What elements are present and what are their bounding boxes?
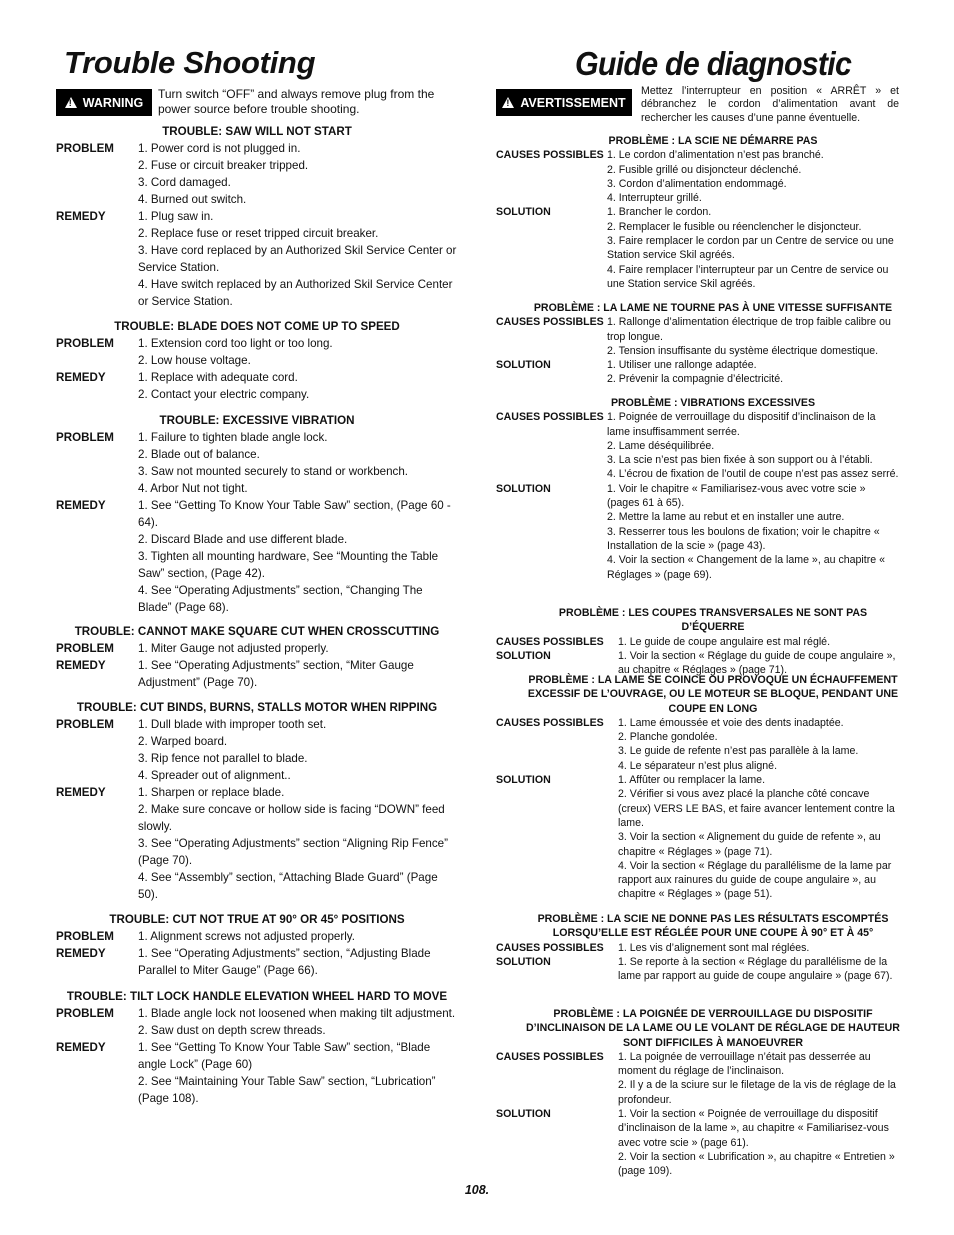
section-row (496, 205, 900, 291)
list-item: 3. Resserrer tous les boulons de fixation; voir le chapitre « Installation de la scie » (page 43). (607, 525, 880, 552)
list-item: 2. Lame déséquilibrée. (607, 439, 715, 452)
list-item: 2. Remplacer le fusible ou réenclencher le disjoncteur. (607, 220, 862, 233)
trouble-section (56, 699, 458, 903)
section-title: PROBLÈME : LA POIGNÉE DE VERROUILLAGE DU DISPOSITIF D’INCLINAISON DE LA LAME OU LE VOLANT DE RÉGLAGE DE HAUTEUR SONT DIFFICILES À MANOEUVRER (526, 1008, 900, 1049)
list-item: 2. Vérifier si vous avez placé la planche côté concave (creux) VERS LE BAS, et faire avancer lentement contre la lame. (618, 788, 895, 829)
list-item: 3. Voir la section « Alignement du guide de refente », au chapitre « Réglages » (page 71). (618, 831, 881, 858)
list-item: 1. Rallonge d’alimentation électrique de trop faible calibre ou trop longue. (607, 316, 891, 343)
section-row (496, 358, 900, 387)
row-label: REMEDY (56, 499, 106, 512)
row-items (607, 358, 900, 387)
row-label: PROBLEM (56, 642, 114, 655)
section-row (56, 640, 458, 657)
trouble-section (496, 396, 900, 582)
list-item: 1. Alignment screws not adjusted properly. (138, 930, 355, 943)
trouble-section (496, 912, 900, 983)
row-label: CAUSES POSSIBLES (496, 941, 604, 954)
warning-text: Turn switch “OFF” and always remove plug from the power source before trouble shooting. (158, 87, 435, 116)
list-item: 1. Brancher le cordon. (607, 206, 712, 219)
list-item: 3. Le guide de refente n’est pas parallèle à la lame. (618, 745, 859, 758)
row-items (607, 148, 900, 205)
section-row (56, 1005, 458, 1039)
row-label: CAUSES POSSIBLES (496, 411, 604, 424)
list-item: 2. Replace fuse or reset tripped circuit breaker. (138, 227, 379, 240)
row-items (618, 773, 900, 902)
row-label: PROBLEM (56, 930, 114, 943)
section-row (56, 945, 458, 979)
trouble-section (56, 911, 458, 979)
section-row (496, 482, 900, 582)
list-item: 1. Voir le chapitre « Familiarisez-vous avec votre scie » (pages 61 à 65). (607, 482, 866, 510)
section-row (56, 335, 458, 369)
row-items (138, 497, 458, 616)
list-item: 2. See “Maintaining Your Table Saw” section, “Lubrication” (Page 108). (138, 1075, 436, 1105)
list-item: 2. Mettre la lame au rebut et en installer une autre. (607, 511, 845, 524)
row-label: SOLUTION (496, 482, 551, 495)
row-items (138, 928, 458, 945)
list-item: 1. See “Operating Adjustments” section, “Miter Gauge Adjustment” (Page 70). (138, 659, 414, 689)
trouble-section (56, 412, 458, 616)
list-item: 3. Have cord replaced by an Authorized Skil Service Center or Service Station. (138, 244, 457, 274)
list-item: 1. Extension cord too light or too long. (138, 337, 333, 350)
row-items (138, 640, 458, 657)
section-title: TROUBLE: BLADE DOES NOT COME UP TO SPEED (114, 320, 400, 333)
section-title: TROUBLE: CUT NOT TRUE AT 90° OR 45° POSITIONS (109, 913, 405, 926)
list-item: 4. See “Assembly” section, “Attaching Blade Guard” (Page 50). (138, 871, 438, 901)
row-label: PROBLEM (56, 142, 114, 155)
list-item: 4. Voir la section « Changement de la lame », au chapitre « Réglages » (page 69). (607, 554, 885, 581)
list-item: 1. Miter Gauge not adjusted properly. (138, 642, 329, 655)
list-item: 4. Spreader out of alignment.. (138, 769, 291, 782)
row-label: CAUSES POSSIBLES (496, 635, 604, 648)
section-row (496, 148, 900, 205)
list-item: 2. Il y a de la sciure sur le filetage de la vis de réglage de la profondeur. (618, 1079, 896, 1106)
section-row (56, 140, 458, 208)
section-row (56, 208, 458, 310)
list-item: 1. Failure to tighten blade angle lock. (138, 431, 328, 444)
row-items (618, 1050, 900, 1107)
section-row (496, 955, 900, 984)
section-title: TROUBLE: CANNOT MAKE SQUARE CUT WHEN CROSSCUTTING (74, 625, 440, 638)
section-row (496, 410, 900, 481)
section-row (56, 369, 458, 403)
list-item: 1. Voir la section « Poignée de verrouillage du dispositif d’inclinaison de la lame », au chapitre « Familiarisez-vous avec votre scie » (page 61). (618, 1108, 889, 1149)
section-title: PROBLÈME : LA SCIE NE DÉMARRE PAS (608, 135, 818, 147)
list-item: 4. Voir la section « Réglage du parallélisme de la lame par rapport aux rainures du guide de coupe angulaire », au chapitre « Réglages » (page 51). (618, 859, 892, 901)
list-item: 1. See “Operating Adjustments” section, “Adjusting Blade Parallel to Miter Gauge” (Page 66). (138, 947, 431, 977)
list-item: 1. Affûter ou remplacer la lame. (618, 774, 766, 787)
row-label: SOLUTION (496, 774, 551, 787)
row-label: CAUSES POSSIBLES (496, 316, 604, 329)
row-label: CAUSES POSSIBLES (496, 149, 604, 162)
row-items (138, 1039, 458, 1107)
row-items (138, 429, 458, 497)
list-item: 1. Utiliser une rallonge adaptée. (607, 359, 757, 372)
section-row (496, 716, 900, 773)
row-label: SOLUTION (496, 206, 551, 219)
list-item: 3. La scie n’est pas bien fixée à son support ou à l’établi. (607, 454, 873, 467)
row-label: REMEDY (56, 210, 106, 223)
list-item: 4. See “Operating Adjustments” section, “Changing The Blade” (Page 68). (138, 584, 423, 614)
row-items (607, 482, 900, 582)
trouble-section (56, 123, 458, 310)
section-title: TROUBLE: EXCESSIVE VIBRATION (159, 414, 355, 427)
warning-icon (65, 97, 77, 108)
list-item: 2. Blade out of balance. (138, 448, 260, 461)
list-item: 4. Arbor Nut not tight. (138, 482, 248, 495)
row-items (138, 716, 458, 784)
list-item: 1. Dull blade with improper tooth set. (138, 718, 327, 731)
section-title: TROUBLE: SAW WILL NOT START (162, 125, 352, 138)
list-item: 1. Replace with adequate cord. (138, 371, 298, 384)
section-row (496, 635, 900, 649)
row-items (607, 205, 900, 291)
section-title: PROBLÈME : LA SCIE NE DONNE PAS LES RÉSULTATS ESCOMPTÉS LORSQU’ELLE EST RÉGLÉE POUR UNE COUPE À 90° ET À 45° (537, 913, 889, 940)
list-item: 1. Se reporte à la section « Réglage du parallélisme de la lame par rapport au guide de coupe angulaire » (page 67). (618, 955, 893, 983)
list-item: 1. Blade angle lock not loosened when making tilt adjustment. (138, 1007, 456, 1020)
list-item: 3. Cord damaged. (138, 176, 231, 189)
list-item: 4. Have switch replaced by an Authorized Skil Service Center or Service Station. (138, 278, 453, 308)
trouble-section (496, 134, 900, 291)
section-row (56, 1039, 458, 1107)
avertissement-text: Mettez l’interrupteur en position « ARRÊT » et débranchez le cordon d’alimentation avant de rechercher les causes d’une panne éventuelle. (641, 85, 899, 124)
warning-label: WARNING (82, 95, 144, 110)
list-item: 3. Cordon d’alimentation endommagé. (607, 177, 787, 190)
section-row (496, 1107, 900, 1178)
avertissement-label: AVERTISSEMENT (520, 95, 626, 110)
list-item: 2. Low house voltage. (138, 354, 251, 367)
list-item: 4. Interrupteur grillé. (607, 192, 702, 205)
list-item: 1. See “Getting To Know Your Table Saw” section, (Page 60 - 64). (138, 499, 451, 529)
list-item: 2. Contact your electric company. (138, 388, 310, 401)
list-item: 4. Le séparateur n’est plus aligné. (618, 759, 778, 772)
trouble-section (496, 301, 900, 387)
section-row (56, 784, 458, 903)
list-item: 1. Sharpen or replace blade. (138, 786, 285, 799)
section-row (496, 315, 900, 358)
list-item: 2. Prévenir la compagnie d’électricité. (607, 373, 784, 386)
row-label: REMEDY (56, 659, 106, 672)
list-item: 1. La poignée de verrouillage n’était pas desserrée au moment du réglage de l’inclinaison. (618, 1050, 871, 1078)
section-title: PROBLÈME : LES COUPES TRANSVERSALES NE SONT PAS D’ÉQUERRE (558, 607, 868, 634)
row-items (618, 635, 900, 649)
row-items (138, 208, 458, 310)
list-item: 3. Faire remplacer le cordon par un Centre de service ou une Station service Skil agréés. (607, 235, 894, 262)
section-title: TROUBLE: CUT BINDS, BURNS, STALLS MOTOR WHEN RIPPING (76, 701, 438, 714)
list-item: 1. Voir la section « Réglage du guide de coupe angulaire », au chapitre « Réglages » (page 71). (618, 649, 896, 677)
section-row (496, 1050, 900, 1107)
list-item: 2. Planche gondolée. (618, 731, 718, 744)
row-items (138, 369, 458, 403)
row-label: PROBLEM (56, 431, 114, 444)
row-label: PROBLEM (56, 1007, 114, 1020)
list-item: 3. Tighten all mounting hardware, See “Mounting the Table Saw” section, (Page 42). (138, 550, 439, 580)
row-items (138, 140, 458, 208)
trouble-section (496, 1007, 900, 1179)
section-title: PROBLÈME : LA LAME SE COINCE OU PROVOQUE UN ÉCHAUFFEMENT EXCESSIF DE L’OUVRAGE, OU LE MOTEUR SE BLOQUE, PENDANT UNE COUPE EN LONG (527, 674, 899, 715)
section-title: TROUBLE: TILT LOCK HANDLE ELEVATION WHEEL HARD TO MOVE (66, 990, 448, 1003)
section-title: PROBLÈME : VIBRATIONS EXCESSIVES (610, 397, 816, 409)
row-label: PROBLEM (56, 337, 114, 350)
row-items (618, 941, 900, 955)
trouble-section (496, 673, 900, 902)
list-item: 2. Fuse or circuit breaker tripped. (138, 159, 309, 172)
list-item: 2. Fusible grillé ou disjoncteur déclenché. (607, 163, 802, 176)
row-items (138, 1005, 458, 1039)
row-label: CAUSES POSSIBLES (496, 716, 604, 729)
list-item: 2. Make sure concave or hollow side is facing “DOWN” feed slowly. (138, 803, 445, 833)
row-items (138, 657, 458, 691)
row-label: REMEDY (56, 786, 106, 799)
list-item: 1. Le guide de coupe angulaire est mal réglé. (618, 635, 831, 648)
list-item: 3. See “Operating Adjustments” section “Aligning Rip Fence” (Page 70). (138, 837, 448, 867)
section-row (56, 928, 458, 945)
list-item: 1. Power cord is not plugged in. (138, 142, 301, 155)
row-label: SOLUTION (496, 955, 551, 968)
row-label: REMEDY (56, 371, 106, 384)
list-item: 2. Saw dust on depth screw threads. (138, 1024, 326, 1037)
section-row (496, 773, 900, 902)
list-item: 3. Rip fence not parallel to blade. (138, 752, 308, 765)
row-items (618, 955, 900, 984)
trouble-section (56, 623, 458, 691)
section-row (56, 497, 458, 616)
section-title: PROBLÈME : LA LAME NE TOURNE PAS À UNE VITESSE SUFFISANTE (533, 302, 893, 314)
row-label: REMEDY (56, 947, 106, 960)
row-items (138, 335, 458, 369)
row-label: SOLUTION (496, 649, 551, 662)
row-items (618, 1107, 900, 1178)
list-item: 3. Saw not mounted securely to stand or workbench. (138, 465, 409, 478)
list-item: 1. Lame émoussée et voie des dents inadaptée. (618, 716, 844, 729)
list-item: 1. Les vis d’alignement sont mal réglées. (618, 941, 810, 954)
avertissement-badge (496, 89, 632, 116)
list-item: 4. L’écrou de fixation de l’outil de coupe n’est pas assez serré. (607, 468, 899, 481)
row-label: CAUSES POSSIBLES (496, 1050, 604, 1063)
page-title-en: Trouble Shooting (64, 45, 316, 80)
trouble-section (56, 318, 458, 403)
warning-badge (56, 89, 152, 116)
section-row (56, 716, 458, 784)
list-item: 2. Discard Blade and use different blade. (138, 533, 348, 546)
row-items (618, 716, 900, 773)
section-row (56, 429, 458, 497)
list-item: 1. Plug saw in. (138, 210, 214, 223)
row-items (607, 315, 900, 358)
list-item: 4. Burned out switch. (138, 193, 247, 206)
section-row (56, 657, 458, 691)
trouble-section (496, 606, 900, 677)
list-item: 1. Poignée de verrouillage du dispositif d’inclinaison de la lame insuffisamment serrée. (607, 411, 876, 438)
page-title-fr: Guide de diagnostic (575, 45, 852, 82)
section-row (496, 941, 900, 955)
trouble-section (56, 988, 458, 1107)
list-item: 4. Faire remplacer l’interrupteur par un Centre de service ou une Station service Skil agréés. (607, 263, 889, 290)
list-item: 2. Warped board. (138, 735, 228, 748)
list-item: 1. Le cordon d’alimentation n’est pas branché. (607, 149, 824, 162)
row-label: REMEDY (56, 1041, 106, 1054)
row-items (138, 784, 458, 903)
list-item: 1. See “Getting To Know Your Table Saw” section, “Blade angle Lock” (Page 60) (138, 1041, 431, 1071)
list-item: 2. Voir la section « Lubrification », au chapitre « Entretien » (page 109). (618, 1150, 895, 1178)
row-label: SOLUTION (496, 359, 551, 372)
list-item: 2. Tension insuffisante du système électrique domestique. (607, 344, 879, 357)
warning-icon (502, 97, 514, 108)
row-label: PROBLEM (56, 718, 114, 731)
row-items (607, 410, 900, 481)
row-items (138, 945, 458, 979)
page-number: 108. (464, 1183, 490, 1197)
row-label: SOLUTION (496, 1108, 551, 1121)
